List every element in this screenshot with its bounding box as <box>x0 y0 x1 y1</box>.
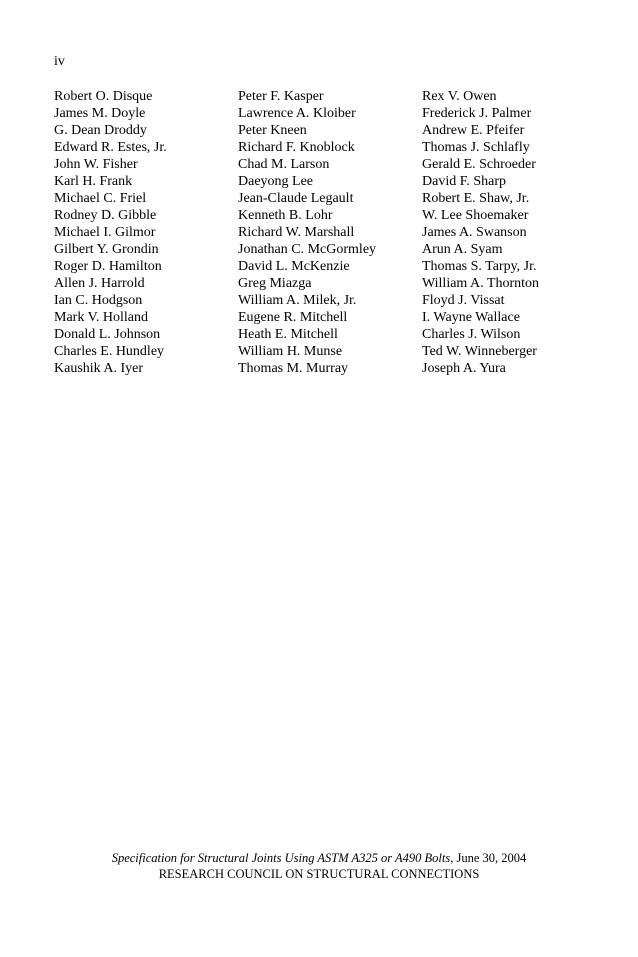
member-name: Andrew E. Pfeifer <box>422 123 525 138</box>
member-name: Peter Kneen <box>238 123 307 138</box>
member-name: Heath E. Mitchell <box>238 327 338 342</box>
member-name: Charles J. Wilson <box>422 327 521 342</box>
member-name: William A. Thornton <box>422 276 540 291</box>
member-name: Michael C. Friel <box>54 191 147 206</box>
member-name: John W. Fisher <box>54 157 138 172</box>
member-name: William H. Munse <box>238 344 343 359</box>
member-name: David F. Sharp <box>422 174 507 189</box>
member-name: Roger D. Hamilton <box>54 259 162 274</box>
member-name: James A. Swanson <box>422 225 527 240</box>
member-name: Ian C. Hodgson <box>54 293 143 308</box>
name-column-3 <box>422 88 539 377</box>
member-name: Thomas S. Tarpy, Jr. <box>422 259 537 274</box>
member-name: Robert E. Shaw, Jr. <box>422 191 530 206</box>
member-name: I. Wayne Wallace <box>422 310 520 325</box>
member-name: Karl H. Frank <box>54 174 133 189</box>
member-name: Robert O. Disque <box>54 89 153 104</box>
member-name: W. Lee Shoemaker <box>422 208 529 223</box>
member-name: G. Dean Droddy <box>54 123 147 138</box>
page-footer <box>0 850 638 882</box>
member-name: Thomas J. Schlafly <box>422 140 530 155</box>
member-name: Jonathan C. McGormley <box>238 242 377 257</box>
member-name: Richard F. Knoblock <box>238 140 355 155</box>
member-name: Greg Miazga <box>238 276 312 291</box>
member-name: Edward R. Estes, Jr. <box>54 140 167 155</box>
footer-organization: RESEARCH COUNCIL ON STRUCTURAL CONNECTIONS <box>158 867 480 881</box>
member-name: Charles E. Hundley <box>54 344 165 359</box>
member-name: William A. Milek, Jr. <box>238 293 357 308</box>
member-name: Kenneth B. Lohr <box>238 208 333 223</box>
member-name: Michael I. Gilmor <box>54 225 156 240</box>
member-name: Donald L. Johnson <box>54 327 161 342</box>
member-name: Eugene R. Mitchell <box>238 310 348 325</box>
footer-title-line <box>0 850 638 866</box>
name-column-2 <box>238 88 376 377</box>
member-name: Peter F. Kasper <box>238 89 324 104</box>
member-name: Rodney D. Gibble <box>54 208 157 223</box>
member-name: Kaushik A. Iyer <box>54 361 144 376</box>
member-name: Chad M. Larson <box>238 157 330 172</box>
name-column-1 <box>54 88 167 377</box>
member-name: Joseph A. Yura <box>422 361 506 376</box>
member-name: Rex V. Owen <box>422 89 497 104</box>
member-name: Daeyong Lee <box>238 174 314 189</box>
member-name: Thomas M. Murray <box>238 361 349 376</box>
member-name: Lawrence A. Kloiber <box>238 106 356 121</box>
member-name: Arun A. Syam <box>422 242 503 257</box>
member-name: Mark V. Holland <box>54 310 148 325</box>
member-name: Frederick J. Palmer <box>422 106 532 121</box>
member-name: Floyd J. Vissat <box>422 293 505 308</box>
page-number: iv <box>54 54 65 69</box>
member-name: Jean-Claude Legault <box>238 191 354 206</box>
member-name: Gerald E. Schroeder <box>422 157 536 172</box>
member-name: Gilbert Y. Grondin <box>54 242 159 257</box>
footer-specification-title: Specification for Structural Joints Using ASTM A325 or A490 Bolts <box>111 851 451 865</box>
footer-date: , June 30, 2004 <box>450 851 527 865</box>
member-name: Ted W. Winneberger <box>422 344 537 359</box>
member-name: David L. McKenzie <box>238 259 350 274</box>
member-name: Richard W. Marshall <box>238 225 355 240</box>
member-name: James M. Doyle <box>54 106 146 121</box>
member-name: Allen J. Harrold <box>54 276 145 291</box>
